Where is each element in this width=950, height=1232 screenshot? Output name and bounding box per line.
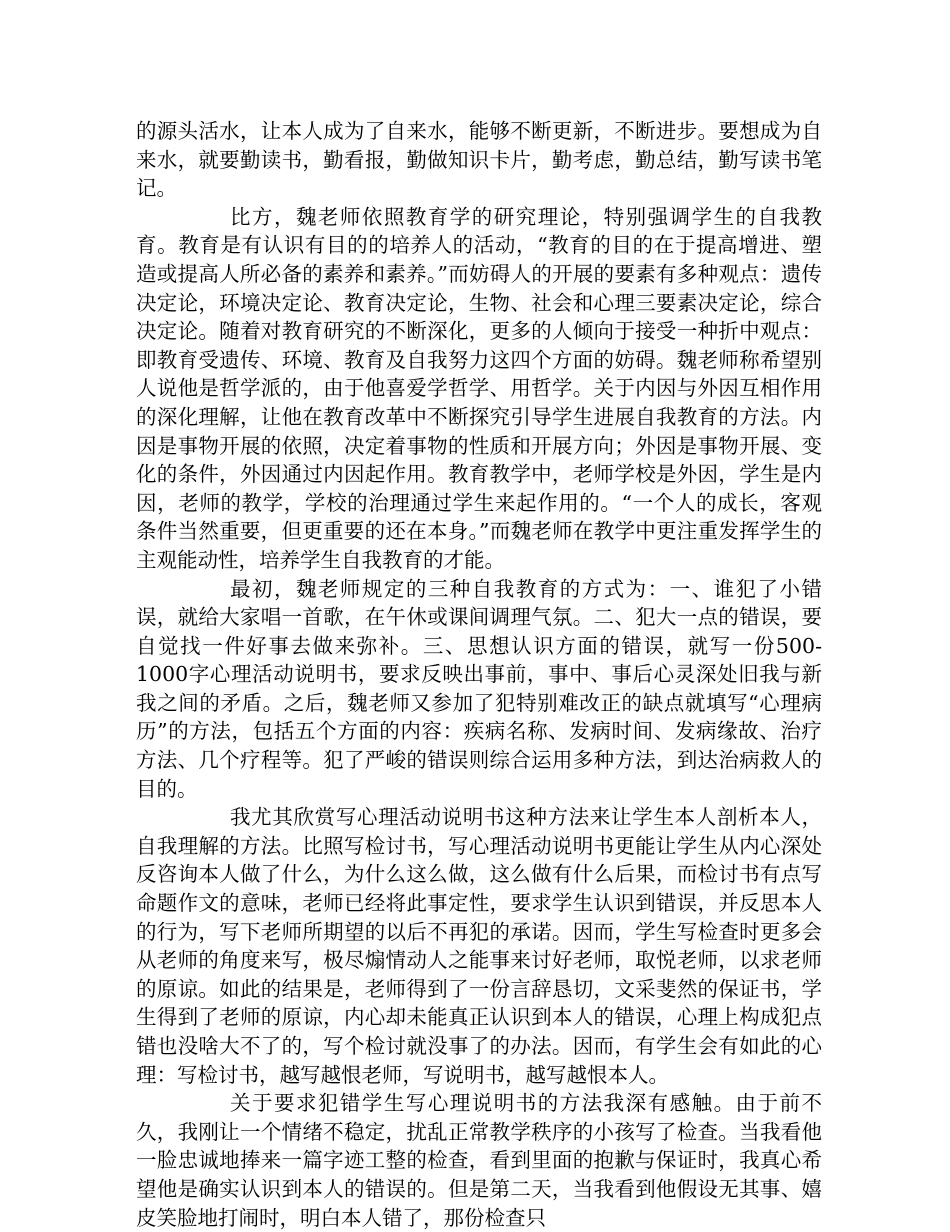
paragraph-self-education: 比方，魏老师依照教育学的研究理论，特别强调学生的自我教育。教育是有认识有目的的培养人的活动，“教育的目的在于提高增进、塑造或提高人所必备的素养和素养。”而妨碍人的开展的要素有多种观点：遗传决定论，环境决定论、教育决定论，生物、社会和心理三要素决定论，综合决定论。随着对教育研究的不断深化，更多的人倾向于接受一种折中观点：即教育受遗传、环境、教育及自我努力这四个方面的妨碍。魏老师称希望别人说他是哲学派的，由于他喜爱学哲学、用哲学。关于内因与外因互相作用的深化理解，让他在教育改革中不断探究引导学生进展自我教育的方法。内因是事物开展的依照，决定着事物的性质和开展方向；外因是事物开展、变化的条件，外因通过内因起作用。教育教学中，老师学校是外因，学生是内因，老师的教学，学校的治理通过学生来起作用的。“一个人的成长，客观条件当然重要，但更重要的还在本身。”而魏老师在教学中更注重发挥学生的主观能动性，培养学生自我教育的才能。 xyxy=(136,204,822,572)
paragraph-psychology-explanation: 我尤其欣赏写心理活动说明书这种方法来让学生本人剖析本人，自我理解的方法。比照写检讨书，写心理活动说明书更能让学生从内心深处反咨询本人做了什么，为什么这么做，这么做有什么后果，而检讨书有点写命题作文的意味，老师已经将此事定性，要求学生认识到错误，并反思本人的行为，写下老师所期望的以后不再犯的承诺。因而，学生写检查时更多会从老师的角度来写，极尽煽情动人之能事来讨好老师，取悦老师，以求老师的原谅。如此的结果是，老师得到了一份言辞恳切，文采斐然的保证书，学生得到了老师的原谅，内心却未能真正认识到本人的错误，心理上构成犯点错也没啥大不了的，写个检讨就没事了的办法。因而，有学生会有如此的心理：写检讨书，越写越恨老师，写说明书，越写越恨本人。 xyxy=(136,805,822,1087)
document-body xyxy=(136,117,822,1232)
paragraph-three-methods: 最初，魏老师规定的三种自我教育的方式为：一、谁犯了小错误，就给大家唱一首歌，在午休或课间调理气氛。二、犯大一点的错误，要自觉找一件好事去做来弥补。三、思想认识方面的错误，就写一份500-1000字心理活动说明书，要求反映出事前，事中、事后心灵深处旧我与新我之间的矛盾。之后，魏老师又参加了犯特别难改正的缺点就填写“心理病历”的方法，包括五个方面的内容：疾病名称、发病时间、发病缘故、治疗方法、几个疗程等。犯了严峻的错误则综合运用多种方法，到达治病救人的目的。 xyxy=(136,576,822,801)
paragraph-personal-experience: 关于要求犯错学生写心理说明书的方法我深有感触。由于前不久，我刚让一个情绪不稳定，扰乱正常教学秩序的小孩写了检查。当我看他一脸忠诚地捧来一篇字迹工整的检查，看到里面的抱歉与保证时，我真心希望他是确实认识到本人的错误的。但是第二天，当我看到他假设无其事、嬉皮笑脸地打闹时，明白本人错了，那份检查只 xyxy=(136,1091,822,1230)
paragraph-continued: 的源头活水，让本人成为了自来水，能够不断更新，不断进步。要想成为自来水，就要勤读书，勤看报，勤做知识卡片，勤考虑，勤总结，勤写读书笔记。 xyxy=(136,119,822,201)
